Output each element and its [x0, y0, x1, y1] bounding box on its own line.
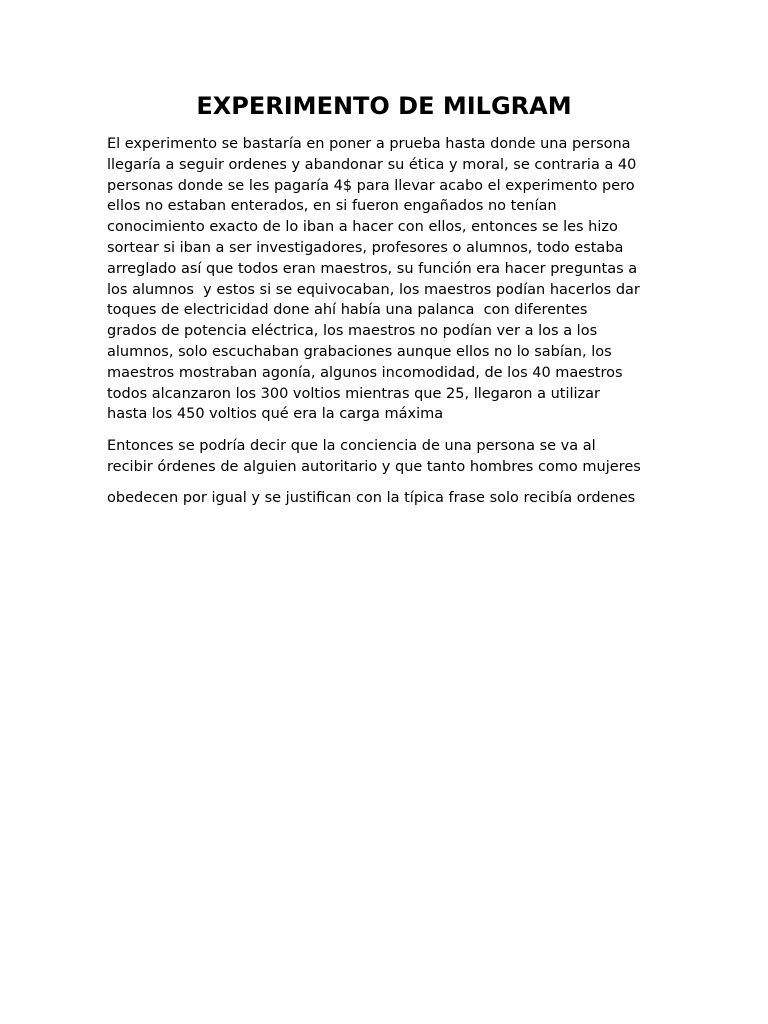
paragraph-2	[107, 436, 707, 478]
paragraph-line: maestros mostraban agonía, algunos incomodidad, de los 40 maestros	[107, 364, 623, 381]
paragraph-line: toques de electricidad done ahí había una palanca con diferentes	[107, 302, 588, 319]
paragraph-line: alumnos, solo escuchaban grabaciones aunque ellos no lo sabían, los	[107, 343, 612, 360]
paragraph-line: obedecen por igual y se justifican con la típica frase solo recibía ordenes	[107, 490, 636, 506]
document-title: EXPERIMENTO DE MILGRAM	[196, 92, 572, 120]
paragraph-line: conocimiento exacto de lo iban a hacer con ellos, entonces se les hizo	[107, 219, 618, 236]
paragraph-line: los alumnos y estos si se equivocaban, los maestros podían hacerlos dar	[107, 281, 640, 298]
paragraph-3	[107, 488, 707, 509]
paragraph-line: arreglado así que todos eran maestros, su función era hacer preguntas a	[107, 260, 638, 277]
paragraph-line: llegaría a seguir ordenes y abandonar su ética y moral, se contraria a 40	[107, 156, 637, 173]
paragraph-1	[107, 134, 707, 425]
paragraph-line: todos alcanzaron los 300 voltios mientras que 25, llegaron a utilizar	[107, 385, 600, 402]
paragraph-line: hasta los 450 voltios qué era la carga máxima	[107, 406, 444, 423]
paragraph-line: Entonces se podría decir que la conciencia de una persona se va al	[107, 438, 596, 454]
paragraph-line: El experimento se bastaría en poner a prueba hasta donde una persona	[107, 136, 631, 152]
paragraph-line: sortear si iban a ser investigadores, profesores o alumnos, todo estaba	[107, 239, 624, 256]
paragraph-line: ellos no estaban enterados, en si fueron engañados no tenían	[107, 198, 557, 215]
paragraph-line: grados de potencia eléctrica, los maestros no podían ver a los a los	[107, 323, 598, 340]
paragraph-line: personas donde se les pagaría 4$ para llevar acabo el experimento pero	[107, 177, 635, 194]
paragraph-line: recibir órdenes de alguien autoritario y que tanto hombres como mujeres	[107, 458, 641, 475]
